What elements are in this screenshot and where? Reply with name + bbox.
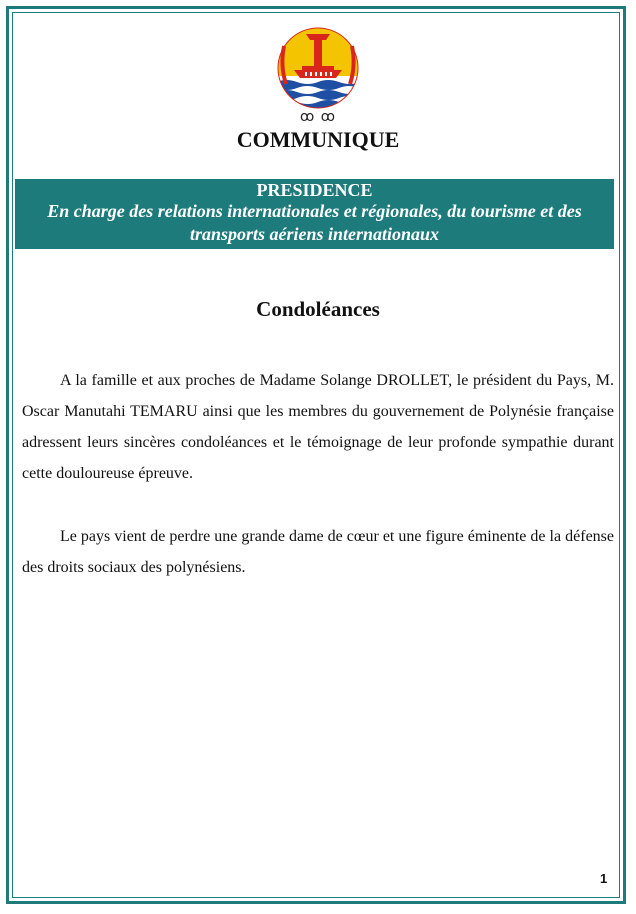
- page-number: 1: [600, 871, 608, 886]
- section-title: Condoléances: [256, 297, 380, 321]
- body-paragraph: A la famille et aux proches de Madame Solange DROLLET, le président du Pays, M. Oscar Manutahi TEMARU ainsi que les membres du gouvernement de Polynésie française adressent leurs sincères condoléances et le témoignage de leur profonde sympathie durant cette douloureuse épreuve.: [22, 372, 614, 482]
- communique-title: COMMUNIQUE: [236, 127, 400, 152]
- polynesia-emblem-icon: [276, 26, 360, 110]
- band-title: PRESIDENCE: [256, 180, 373, 200]
- presidence-header-band: [15, 179, 614, 249]
- body-paragraph: Le pays vient de perdre une grande dame de cœur et une figure éminente de la défense des droits sociaux des polynésiens.: [22, 528, 614, 576]
- decorative-ornament: ꝏ ꝏ: [300, 109, 336, 125]
- band-subtitle: En charge des relations internationales et régionales, du tourisme et des transports aériens internationaux: [47, 201, 582, 244]
